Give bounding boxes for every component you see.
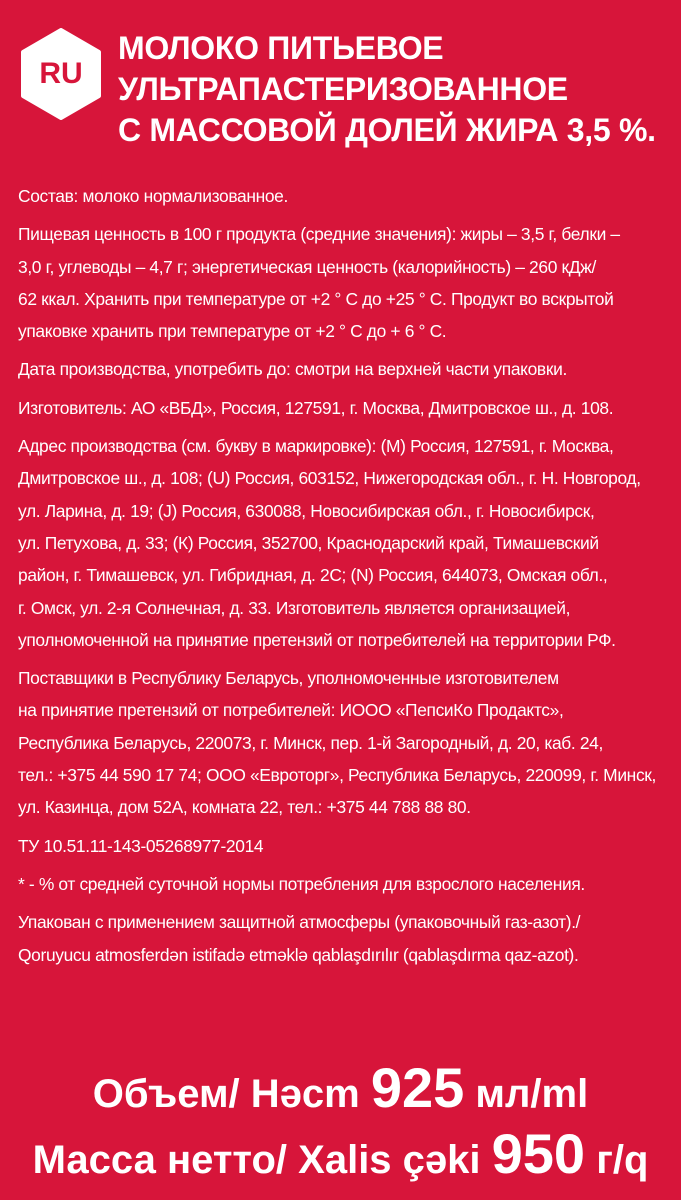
net-mass-label: Масса нетто/ Xalis çəki — [32, 1138, 481, 1182]
title-line: С МАССОВОЙ ДОЛЕЙ ЖИРА 3,5 %. — [118, 112, 656, 148]
label-text-body — [18, 180, 671, 977]
dates-paragraph — [18, 353, 671, 385]
text-line: на принятие претензий от потребителей: ИООО «ПепсиКо Продактс», — [18, 700, 564, 721]
composition-paragraph — [18, 180, 671, 212]
text-line: упаковке хранить при температуре от +2 ° С до + 6 ° С. — [18, 321, 447, 342]
text-line: * - % от средней суточной нормы потребления для взрослого населения. — [18, 873, 585, 894]
text-line: Qoruyucu atmosferdən istifadə etməklə qablaşdırılır (qablaşdırma qaz-azot). — [18, 944, 579, 965]
text-line: ул. Ларина, д. 19; (J) Россия, 630088, Новосибирская обл., г. Новосибирск, — [18, 500, 595, 521]
suppliers-paragraph — [18, 662, 671, 823]
title-line: УЛЬТРАПАСТЕРИЗОВАННОЕ — [118, 71, 568, 107]
net-mass-value: 950 — [491, 1122, 586, 1185]
text-line: Состав: молоко нормализованное. — [18, 186, 288, 206]
net-mass-unit: г/q — [596, 1138, 649, 1182]
volume-line — [0, 1058, 681, 1124]
text-line: Изготовитель: АО «ВБД», Россия, 127591, г. Москва, Дмитровское ш., д. 108. — [18, 397, 614, 418]
net-mass-line — [0, 1122, 681, 1192]
text-line: Дмитровское ш., д. 108; (U) Россия, 603152, Нижегородская обл., г. Н. Новгород, — [18, 468, 641, 489]
ru-hexagon-badge — [20, 28, 102, 120]
text-line: г. Омск, ул. 2-я Солнечная, д. 33. Изготовитель является организацией, — [18, 597, 571, 618]
footnote-paragraph — [18, 868, 671, 900]
text-line: Пищевая ценность в 100 г продукта (средние значения): жиры – 3,5 г, белки – — [18, 224, 620, 245]
text-line: уполномоченной на принятие претензий от потребителей на территории РФ. — [18, 629, 616, 650]
text-line: ТУ 10.51.11-143-05268977-2014 — [18, 835, 264, 856]
title-line: МОЛОКО ПИТЬЕВОЕ — [118, 30, 444, 66]
volume-value: 925 — [370, 1056, 465, 1119]
text-line: 3,0 г, углеводы – 4,7 г; энергетическая ценность (калорийность) – 260 кДж/ — [18, 256, 596, 277]
volume-label: Объем/ Həcm — [92, 1072, 360, 1116]
production-address-paragraph — [18, 430, 671, 656]
volume-unit: мл/ml — [475, 1072, 589, 1116]
text-line: 62 ккал. Хранить при температуре от +2 ° С до +25 ° С. Продукт во вскрытой — [18, 288, 614, 309]
spec-paragraph — [18, 830, 671, 862]
nutrition-paragraph — [18, 218, 671, 347]
text-line: ул. Казинца, дом 52А, комната 22, тел.: +375 44 788 88 80. — [18, 797, 471, 818]
text-line: Адрес производства (см. букву в маркировке): (М) Россия, 127591, г. Москва, — [18, 436, 614, 457]
text-line: Поставщики в Республику Беларусь, уполномоченные изготовителем — [18, 668, 559, 689]
badge-label: RU — [39, 57, 83, 90]
product-title — [118, 28, 673, 151]
text-line: район, г. Тимашевск, ул. Гибридная, д. 2С; (N) Россия, 644073, Омская обл., — [18, 565, 608, 586]
packaging-paragraph — [18, 906, 671, 971]
text-line: Республика Беларусь, 220073, г. Минск, пер. 1-й Загородный, д. 20, каб. 24, — [18, 732, 603, 753]
text-line: тел.: +375 44 590 17 74; ООО «Евроторг», Республика Беларусь, 220099, г. Минск, — [18, 765, 657, 786]
text-line: Дата производства, употребить до: смотри на верхней части упаковки. — [18, 359, 567, 380]
manufacturer-paragraph — [18, 392, 671, 424]
text-line: ул. Петухова, д. 33; (К) Россия, 352700, Краснодарский край, Тимашевский — [18, 532, 599, 553]
text-line: Упакован с применением защитной атмосферы (упаковочный газ-азот)./ — [18, 912, 581, 933]
